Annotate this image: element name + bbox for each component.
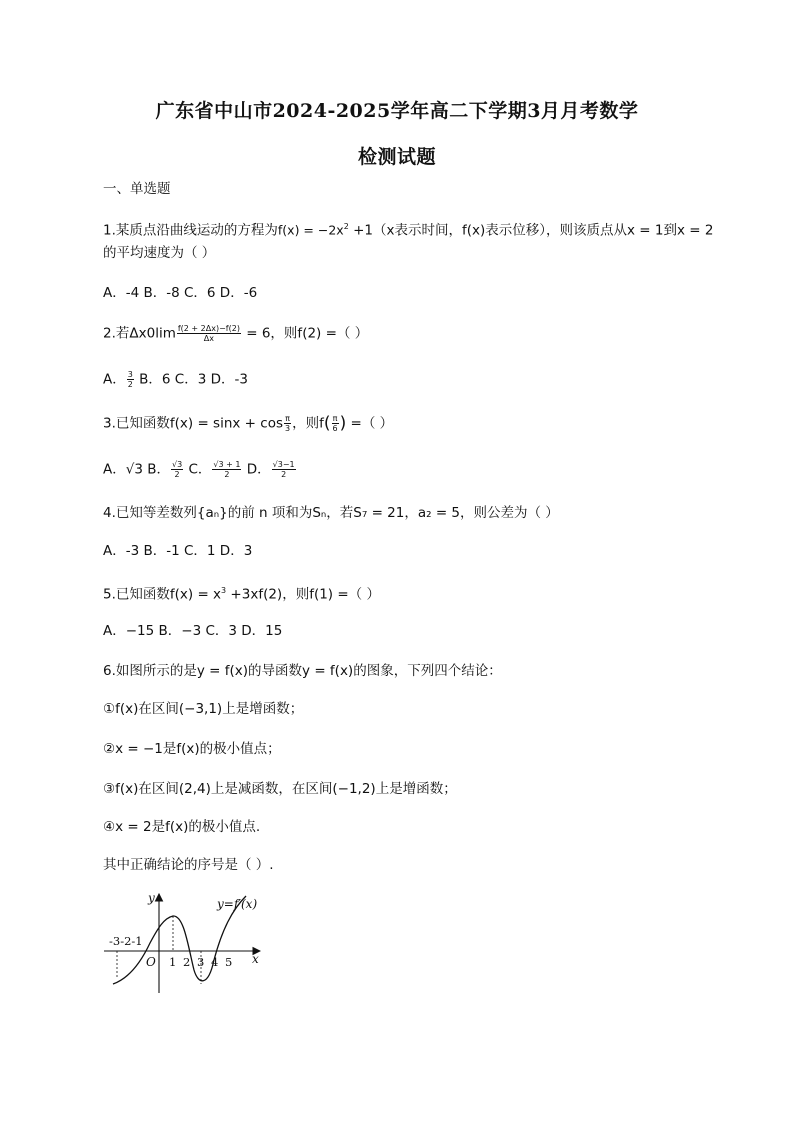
question-3-stem — [103, 414, 393, 433]
question-4-options: A．-3 B．-1 C．1 D．3 — [103, 543, 253, 559]
q3-right-paren: ) — [339, 413, 347, 434]
question-6-conclusion-4: ④x = 2是f(x)的极小值点. — [103, 819, 261, 835]
question-1-stem — [103, 218, 713, 240]
tick-label-3: 3 — [197, 955, 205, 969]
q3-cos-den: 3 — [285, 424, 291, 433]
question-2-stem — [103, 324, 368, 343]
q2-frac-den: Δx — [203, 334, 215, 343]
question-1-stem-cont: 的平均速度为（ ） — [103, 245, 216, 261]
q2-opt-rest: B．6 C．3 D．-3 — [134, 371, 248, 388]
q2-opt-a: A． — [103, 371, 126, 388]
q3-opt-d-den: 2 — [281, 470, 287, 479]
q5-text-b: +3xf(2)，则f(1) =（ ） — [226, 586, 380, 603]
q3-opt-b-num: √3 — [171, 460, 183, 469]
q3-cos-num: π — [285, 414, 290, 423]
q2-opt-fraction — [127, 370, 134, 389]
q3-arg-fraction — [332, 414, 339, 433]
q2-text-a: 2.若Δx0lim — [103, 325, 176, 342]
q3-opt-a: A．√3 B． — [103, 461, 170, 478]
question-1-options: A．-4 B．-8 C．6 D．-6 — [103, 285, 258, 301]
question-6-stem: 6.如图所示的是y = f(x)的导函数y = f(x)的图象，下列四个结论： — [103, 663, 502, 679]
q1-formula: f(x) = −2x — [277, 222, 344, 238]
q3-left-paren: ( — [323, 413, 331, 434]
q3-opt-b-fraction — [171, 460, 183, 479]
q1-text-tail: +1（x表示时间，f(x)表示位移），则该质点从x = 1到x = 2 — [348, 222, 714, 239]
x-axis-label: x — [252, 952, 259, 966]
question-6-ask: 其中正确结论的序号是（ ）. — [103, 857, 274, 873]
question-3-options — [103, 460, 297, 479]
q3-opt-b-den: 2 — [174, 470, 180, 479]
negative-tick-labels: -3-2-1 — [109, 934, 143, 948]
question-5-stem — [103, 582, 380, 604]
q3-opt-d-label: D． — [242, 461, 271, 478]
question-6-conclusion-3: ③f(x)在区间(2,4)上是减函数，在区间(−1,2)上是增函数； — [103, 781, 457, 797]
q2-fraction — [177, 324, 241, 343]
origin-label: O — [146, 955, 156, 969]
y-axis-label: y — [148, 891, 155, 905]
q3-opt-d-fraction — [272, 460, 296, 479]
q3-opt-c-label: C． — [184, 461, 212, 478]
q2-text-b: = 6，则f(2) =（ ） — [241, 325, 369, 342]
q3-text-c: =（ ） — [346, 415, 394, 432]
q2-opt-num: 3 — [127, 370, 133, 379]
q3-arg-den: 6 — [332, 424, 338, 433]
tick-label-5: 5 — [225, 955, 233, 969]
q3-text-b: ，则f — [292, 415, 324, 432]
q5-exponent: 3 — [221, 586, 227, 595]
q2-opt-den: 2 — [127, 380, 133, 389]
q2-frac-num: f(2 + 2Δx)−f(2) — [177, 324, 240, 333]
q3-arg-num: π — [332, 414, 338, 423]
q3-opt-c-fraction — [212, 460, 241, 479]
q5-text-a: 5.已知函数f(x) = x — [103, 586, 222, 603]
q3-text-a: 3.已知函数f(x) = sinx + cos — [103, 415, 283, 432]
page-subtitle: 检测试题 — [357, 146, 436, 168]
page-title: 广东省中山市2024-2025学年高二下学期3月月考数学 — [155, 100, 639, 122]
question-2-options — [103, 370, 248, 389]
tick-label-1: 1 — [169, 955, 177, 969]
tick-label-4: 4 — [211, 955, 219, 969]
q3-opt-c-den: 2 — [224, 470, 230, 479]
derivative-graph — [100, 888, 270, 996]
question-4-stem: 4.已知等差数列{aₙ}的前 n 项和为Sₙ，若S₇ = 21，a₂ = 5，则公差为（ ） — [103, 505, 559, 521]
q1-text-a: 1.某质点沿曲线运动的方程为 — [103, 222, 278, 239]
q1-exponent: 2 — [343, 222, 349, 231]
q3-opt-c-num: √3 + 1 — [213, 460, 241, 469]
q3-cos-fraction — [284, 414, 291, 433]
q3-opt-d-num: √3−1 — [272, 460, 295, 469]
curve-label: y=f′(x) — [217, 897, 258, 911]
tick-label-2: 2 — [183, 955, 191, 969]
question-6-conclusion-1: ①f(x)在区间(−3,1)上是增函数； — [103, 701, 304, 717]
question-6-conclusion-2: ②x = −1是f(x)的极小值点； — [103, 741, 281, 757]
section-heading: 一、单选题 — [103, 181, 171, 197]
question-5-options: A．−15 B．−3 C．3 D．15 — [103, 623, 283, 639]
